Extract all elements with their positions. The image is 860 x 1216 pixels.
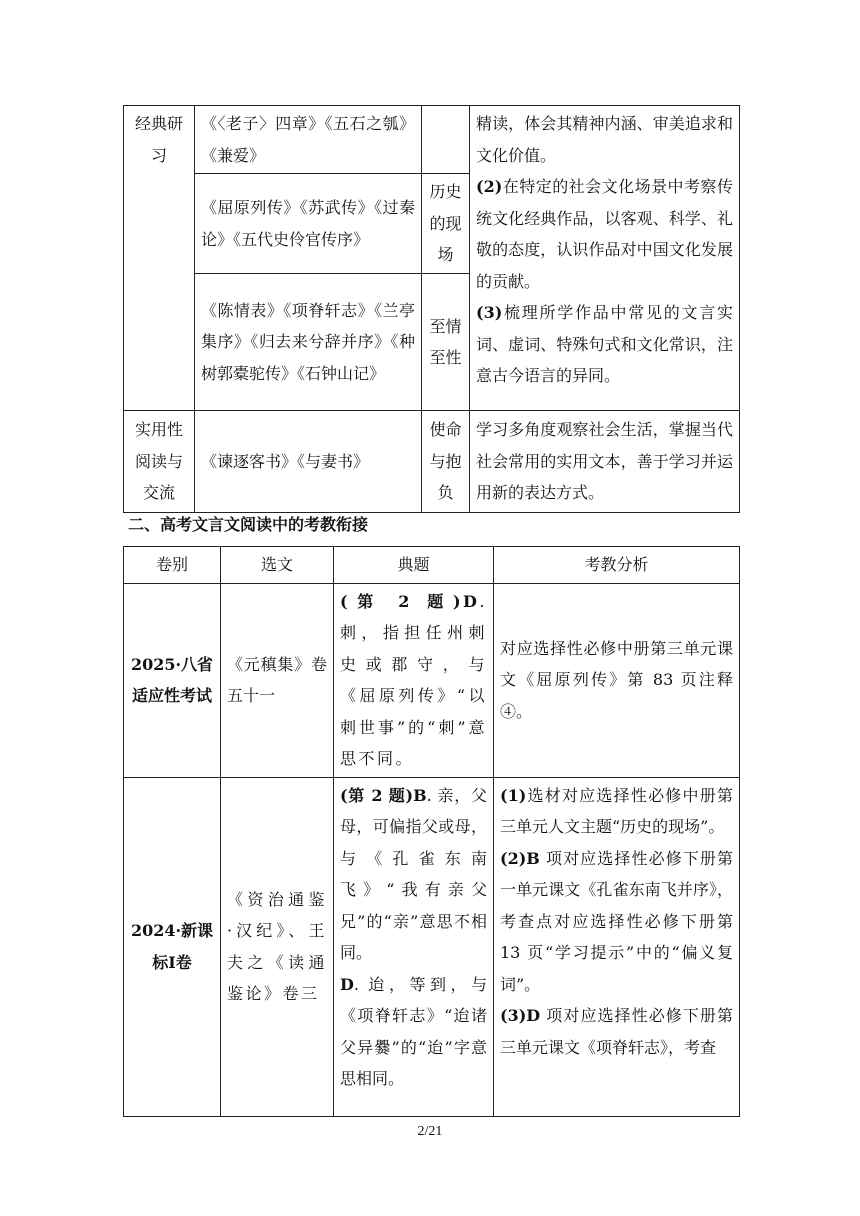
curriculum-table	[123, 105, 740, 513]
analysis-paragraph: (3)D 项对应选择性必修下册第三单元课文《项脊轩志》，考查	[500, 1006, 733, 1057]
column-header: 典题	[334, 547, 494, 584]
question-paragraph: D. 迨，等到，与《项脊轩志》“迨诸父异爨”的“迨”字意思相同。	[340, 974, 487, 1088]
requirement-cell	[470, 106, 740, 411]
table-row	[124, 411, 740, 513]
item-number: (3)	[476, 303, 503, 322]
column-header: 卷别	[124, 547, 221, 584]
table-header-row	[124, 547, 740, 584]
question-cell	[334, 777, 494, 1116]
category-cell: 实用性阅读与交流	[124, 411, 195, 513]
works-cell: 《陈情表》《项脊轩志》《兰亭集序》《归去来兮辞并序》《种树郭橐驼传》《石钟山记》	[195, 274, 422, 411]
page-number: 2/21	[417, 1124, 443, 1139]
item-number: (第 2 题)B	[340, 785, 427, 805]
works-cell: 《屈原列传》《苏武传》《过秦论》《五代史伶官传序》	[195, 174, 422, 274]
theme-cell	[422, 106, 470, 174]
column-header: 选文	[221, 547, 334, 584]
table-row	[124, 106, 740, 174]
works-cell: 《谏逐客书》《与妻书》	[195, 411, 422, 513]
analysis-paragraph: (2)B 项对应选择性必修下册第一单元课文《孔雀东南飞并序》，考查点对应选择性必修下册第 13 页“学习提示”中的“偏义复词”。	[500, 848, 733, 994]
section-heading: 二、高考文言文阅读中的考教衔接	[128, 515, 369, 534]
text-cell: 《元稹集》卷五十一	[221, 583, 334, 777]
theme-cell: 使命与抱负	[422, 411, 470, 513]
requirement-paragraph: (2)在特定的社会文化场景中考察传统文化经典作品，以客观、科学、礼敬的态度，认识作品对中国文化发展的贡献。	[476, 177, 733, 291]
exam-teaching-table	[123, 546, 740, 1117]
item-number: (3)D	[500, 1006, 541, 1025]
item-number: D	[340, 974, 354, 994]
analysis-cell	[494, 777, 740, 1116]
table-row	[124, 583, 740, 777]
requirement-paragraph: (3)梳理所学作品中常见的文言实词、虚词、特殊句式和文化常识，注意古今语言的异同。	[476, 303, 733, 385]
requirement-paragraph: 精读，体会其精神内涵、审美追求和文化价值。	[476, 114, 733, 165]
column-header: 考教分析	[494, 547, 740, 584]
requirement-cell: 学习多角度观察社会生活，掌握当代社会常用的实用文本，善于学习并运用新的表达方式。	[470, 411, 740, 513]
question-cell: (第 2 题)D. 刺，指担任州刺史或郡守，与《屈原列传》“以刺世事”的“刺”意思不同。	[334, 583, 494, 777]
analysis-paragraph: (1)选材对应选择性必修中册第三单元人文主题“历史的现场”。	[500, 785, 733, 836]
exam-cell: 2024·新课标Ⅰ卷	[124, 777, 221, 1116]
theme-cell: 至情至性	[422, 274, 470, 411]
category-cell: 经典研习	[124, 106, 195, 411]
question-paragraph: (第 2 题)B. 亲，父母，可偏指父或母，与《孔雀东南飞》“我有亲父兄”的“亲”意思不相同。	[340, 785, 487, 962]
works-cell: 《〈老子〉四章》《五石之瓠》《兼爱》	[195, 106, 422, 174]
item-number: (第 2 题)D	[340, 591, 480, 611]
item-number: (2)	[476, 177, 503, 196]
exam-cell: 2025·八省适应性考试	[124, 583, 221, 777]
item-number: (2)B	[500, 848, 540, 868]
item-number: (1)	[500, 785, 527, 805]
analysis-cell: 对应选择性必修中册第三单元课文《屈原列传》第 83 页注释④。	[494, 583, 740, 777]
table-row	[124, 777, 740, 1116]
theme-cell: 历史的现场	[422, 174, 470, 274]
text-cell: 《资治通鉴·汉纪》、王夫之《读通鉴论》卷三	[221, 777, 334, 1116]
